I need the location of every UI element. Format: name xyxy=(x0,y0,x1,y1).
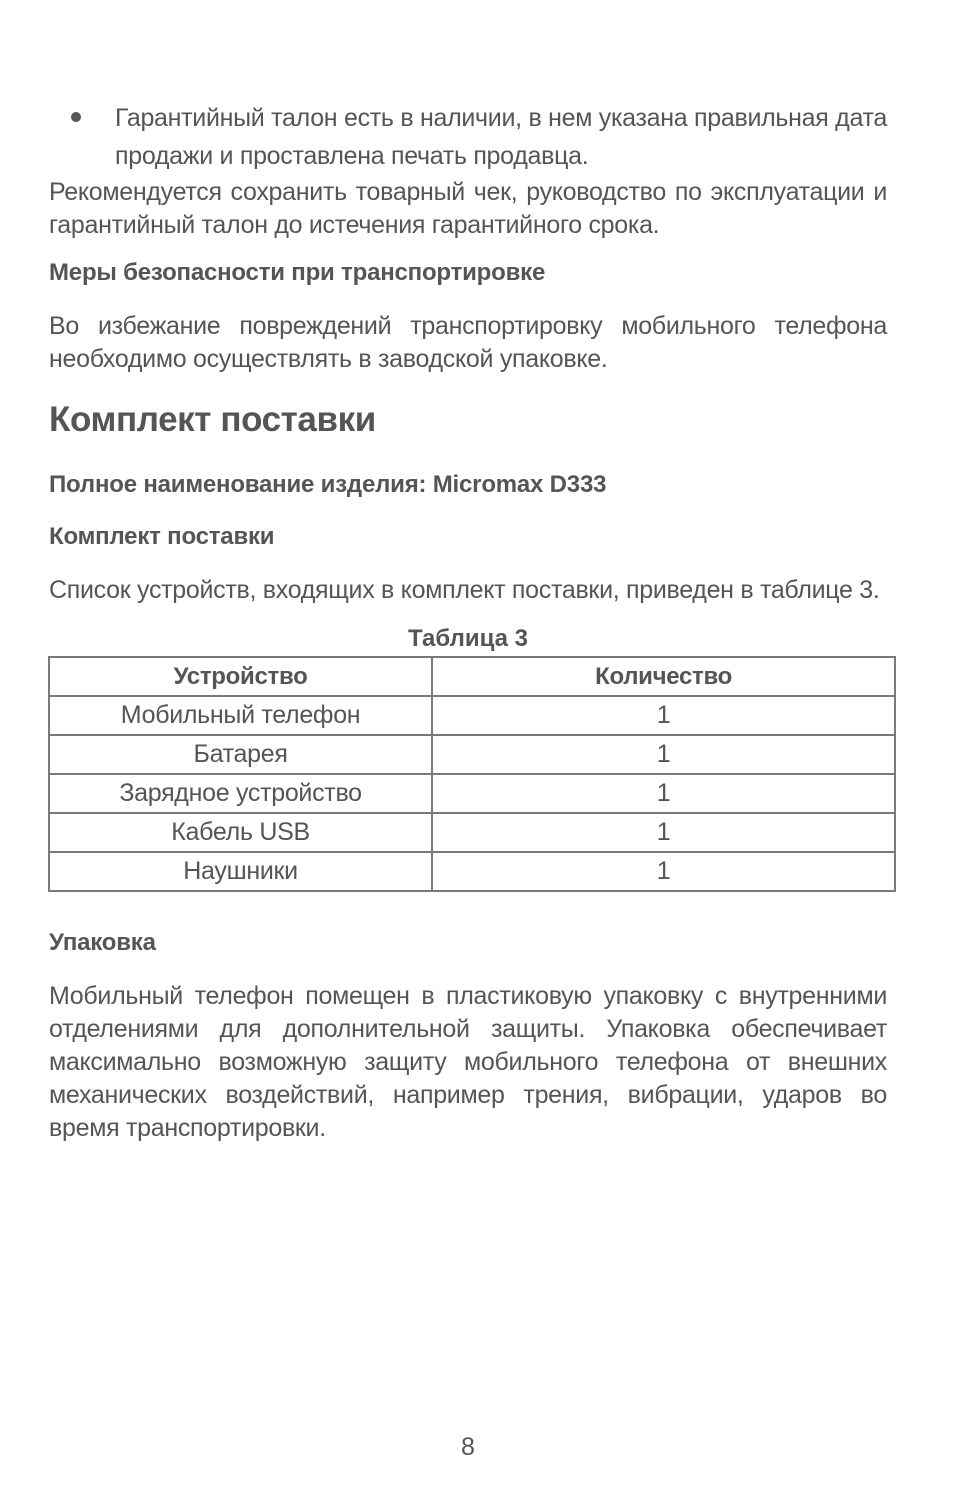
device-cell: Мобильный телефон xyxy=(49,696,432,735)
kit-section-title: Комплект поставки xyxy=(49,400,376,439)
table-row xyxy=(49,696,895,735)
page-number: 8 xyxy=(461,1433,475,1461)
table-row xyxy=(49,774,895,813)
device-cell: Наушники xyxy=(49,852,432,891)
device-cell: Зарядное устройство xyxy=(49,774,432,813)
quantity-cell: 1 xyxy=(432,813,895,852)
product-name: Полное наименование изделия: Micromax D333 xyxy=(49,471,607,498)
quantity-cell: 1 xyxy=(432,735,895,774)
bullet-text: Гарантийный талон есть в наличии, в нем указана правильная дата продажи и проставлена печать продавца. xyxy=(115,104,887,170)
quantity-cell: 1 xyxy=(432,696,895,735)
transport-paragraph: Во избежание повреждений транспортировку мобильного телефона необходимо осуществлять в заводской упаковке. xyxy=(49,312,887,373)
quantity-cell: 1 xyxy=(432,852,895,891)
table-row xyxy=(49,735,895,774)
header-quantity: Количество xyxy=(432,657,895,696)
table-caption: Таблица 3 xyxy=(407,625,529,652)
table-header-row xyxy=(49,657,895,696)
table-row xyxy=(49,813,895,852)
header-device: Устройство xyxy=(49,657,432,696)
packaging-heading: Упаковка xyxy=(49,929,156,956)
transport-heading: Меры безопасности при транспортировке xyxy=(49,259,546,286)
kit-table xyxy=(48,656,896,892)
receipt-paragraph: Рекомендуется сохранить товарный чек, руководство по эксплуатации и гарантийный талон до истечения гарантийного срока. xyxy=(49,178,887,239)
packaging-paragraph: Мобильный телефон помещен в пластиковую упаковку с внутренними отделениями для дополнительной защиты. Упаковка обеспечивает максимально возможную защиту мобильного телефона от внешних механических воздействий, например трения, вибрации, ударов во время транспортировки. xyxy=(49,982,887,1142)
device-cell: Кабель USB xyxy=(49,813,432,852)
quantity-cell: 1 xyxy=(432,774,895,813)
device-cell: Батарея xyxy=(49,735,432,774)
table-row xyxy=(49,852,895,891)
kit-intro: Список устройств, входящих в комплект поставки, приведен в таблице 3. xyxy=(49,576,880,604)
bullet-dot-icon xyxy=(71,112,81,122)
kit-subheading: Комплект поставки xyxy=(49,523,275,550)
